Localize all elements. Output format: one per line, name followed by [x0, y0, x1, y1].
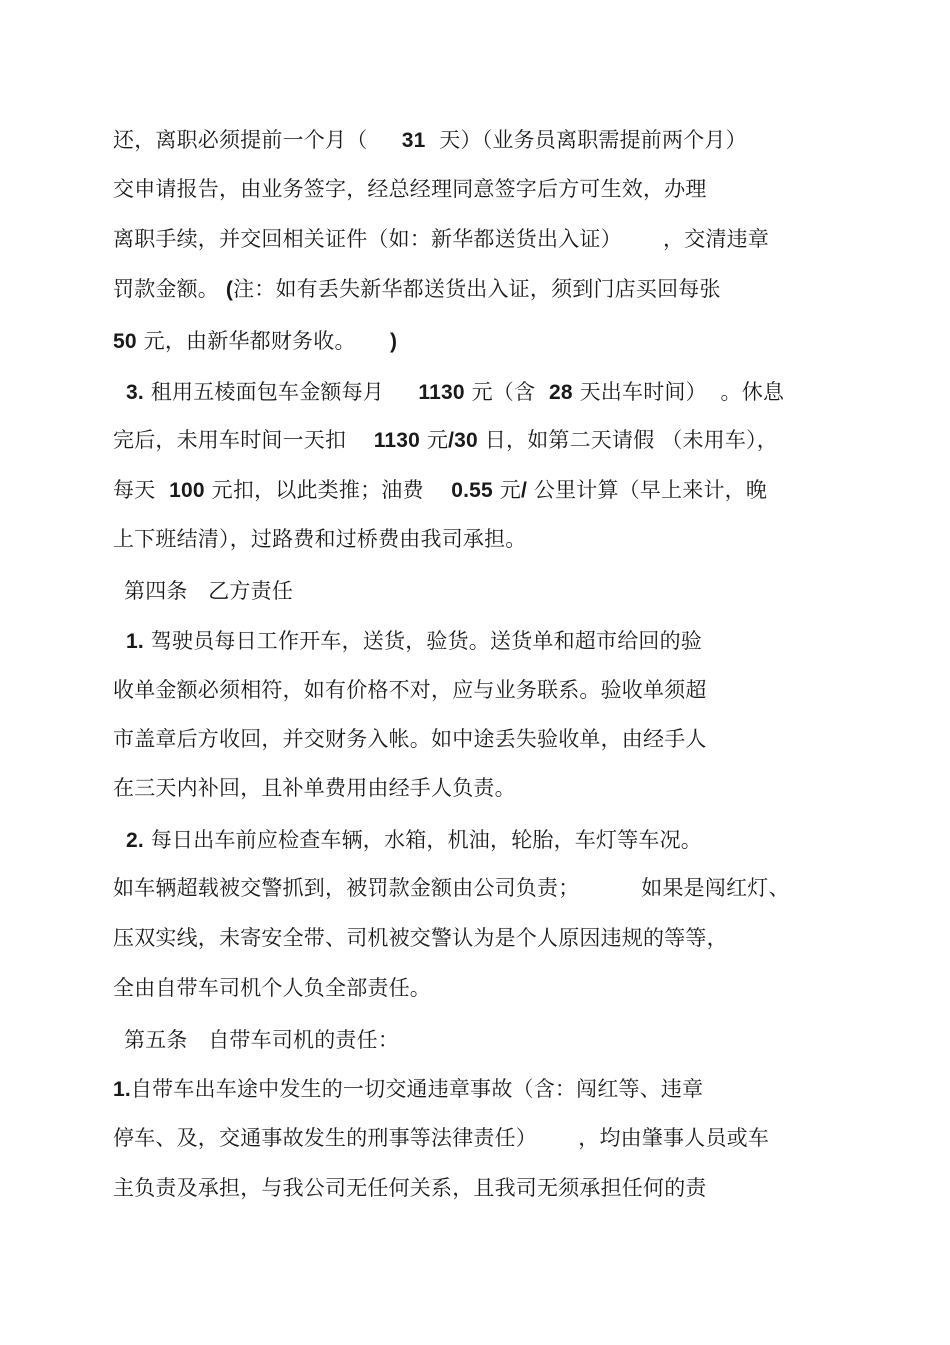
text-line: 压双实线，未寄安全带、司机被交警认为是个人原因违规的等等，: [113, 926, 728, 950]
text-line: 2. 每日出车前应检查车辆，水箱，机油，轮胎，车灯等车况。: [126, 828, 702, 852]
text-line: 1. 驾驶员每日工作开车，送货，验货。送货单和超市给回的验: [126, 629, 702, 653]
text-line: 上下班结清），过路费和过桥费由我司承担。: [113, 527, 527, 551]
text-line: 完后，未用车时间一天扣 1130 元/30 日，如第二天请假 （未用车），: [113, 428, 778, 452]
text-line: 还，离职必须提前一个月（ 31 天）（业务员离职需提前两个月）: [113, 128, 747, 152]
text-line: 停车、及，交通事故发生的刑事等法律责任） ，均由肇事人员或车: [113, 1126, 770, 1150]
text-line: 全由自带车司机个人负全部责任。: [113, 976, 431, 1000]
section-heading: 第四条 乙方责任: [124, 579, 294, 603]
text-line: 市盖章后方收回，并交财务入帐。如中途丢失验收单，由经手人: [113, 727, 707, 751]
text-line: 1.自带车出车途中发生的一切交通违章事故（含：闯红等、违章: [113, 1077, 704, 1101]
section-heading: 第五条 自带车司机的责任：: [124, 1028, 400, 1052]
text-line: 收单金额必须相符，如有价格不对，应与业务联系。验收单须超: [113, 678, 707, 702]
text-line: 交申请报告，由业务签字，经总经理同意签字后方可生效，办理: [113, 177, 707, 201]
text-line: 在三天内补回，且补单费用由经手人负责。: [113, 776, 516, 800]
text-line: 3. 租用五棱面包车金额每月 1130 元（含 28 天出车时间） 。休息: [126, 380, 785, 404]
text-line: 如车辆超载被交警抓到，被罚款金额由公司负责； 如果是闯红灯、: [113, 876, 790, 900]
text-line: 罚款金额。 (注：如有丢失新华都送货出入证，须到门店买回每张: [113, 277, 721, 301]
text-line: 50 元，由新华都财务收。 ): [113, 329, 398, 353]
text-line: 离职手续，并交回相关证件（如：新华都送货出入证） ，交清违章: [113, 227, 770, 251]
text-line: 每天 100 元扣，以此类推；油费 0.55 元/ 公里计算（早上来计，晚: [113, 478, 768, 502]
text-line: 主负责及承担，与我公司无任何关系，且我司无须承担任何的责: [113, 1176, 707, 1200]
